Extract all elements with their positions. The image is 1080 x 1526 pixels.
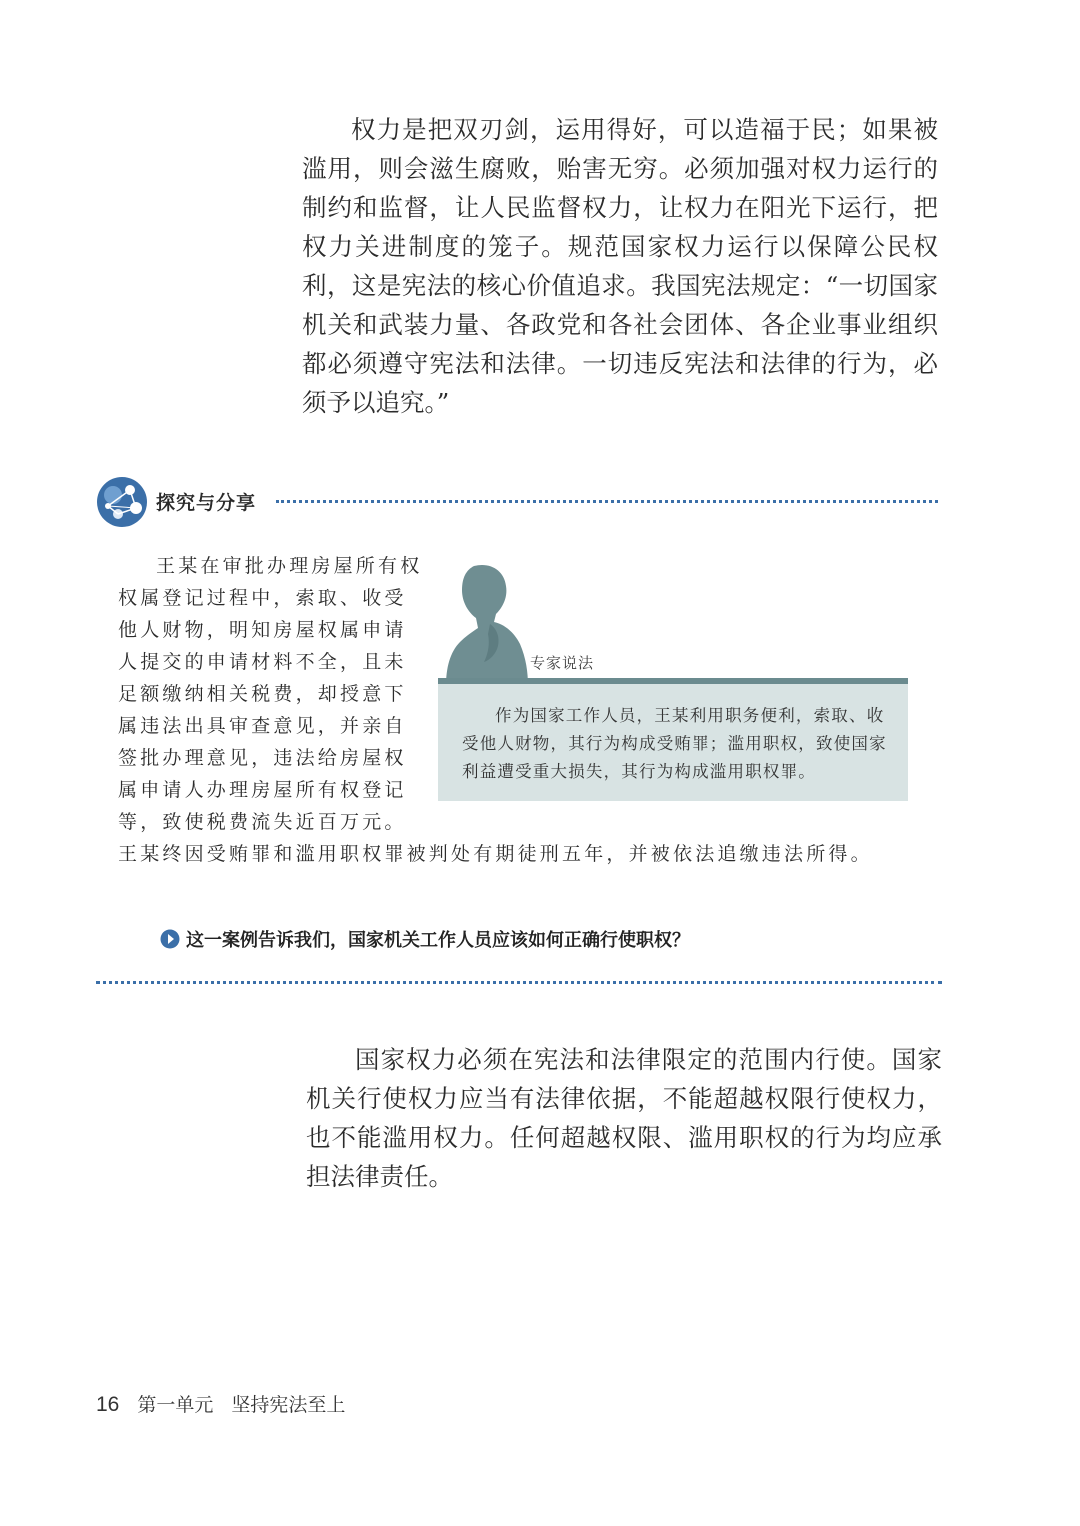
body-paragraph-2: 国家权力必须在宪法和法律限定的范围内行使。国家机关行使权力应当有法律依据，不能超越权限行使权力，也不能滥用权力。任何超越权限、滥用职权的行为均应承担法律责任。 bbox=[306, 1045, 942, 1191]
unit-title: 坚持宪法至上 bbox=[231, 1394, 346, 1416]
molecule-icon bbox=[96, 476, 148, 528]
expert-label: 专家说法 bbox=[530, 654, 595, 672]
unit-label: 第一单元 bbox=[137, 1394, 214, 1416]
arrow-bullet-icon bbox=[160, 929, 180, 949]
expert-box bbox=[438, 684, 908, 801]
case-study-body: 王某在审批办理房屋所有权权属登记过程中，索取、收受他人财物，明知房屋权属申请人提交的申请材料不全，且未足额缴纳相关税费，却授意下属违法出具审查意见，并亲自签批办理意见，违法给房屋权属申请人办理房屋所有权登记等，致使税费流失近百万元。王某终因受贿罪和滥用职权罪被判处有期徒刑五年，并被依法追缴违法所得。 bbox=[118, 555, 873, 865]
page-number: 16 bbox=[96, 1393, 120, 1416]
section-header bbox=[96, 476, 942, 528]
section-title: 探究与分享 bbox=[156, 492, 257, 514]
expert-text: 作为国家工作人员，王某利用职务便利，索取、收受他人财物，其行为构成受贿罪；滥用职权，致使国家利益遭受重大损失，其行为构成滥用职权罪。 bbox=[462, 706, 887, 781]
dotted-divider bbox=[276, 500, 938, 503]
thinking-person-silhouette bbox=[440, 562, 530, 686]
dotted-divider-bottom bbox=[96, 981, 942, 984]
page-footer bbox=[96, 1390, 345, 1417]
body-paragraph-1: 权力是把双刃剑，运用得好，可以造福于民；如果被滥用，则会滋生腐败，贻害无穷。必须加强对权力运行的制约和监督，让人民监督权力，让权力在阳光下运行，把权力关进制度的笼子。规范国家权力运行以保障公民权利，这是宪法的核心价值追求。我国宪法规定：“一切国家机关和武装力量、各政党和各社会团体、各企业事业组织都必须遵守宪法和法律。一切违反宪法和法律的行为，必须予以追究。” bbox=[302, 115, 938, 417]
question-text: 这一案例告诉我们，国家机关工作人员应该如何正确行使职权？ bbox=[186, 930, 690, 951]
